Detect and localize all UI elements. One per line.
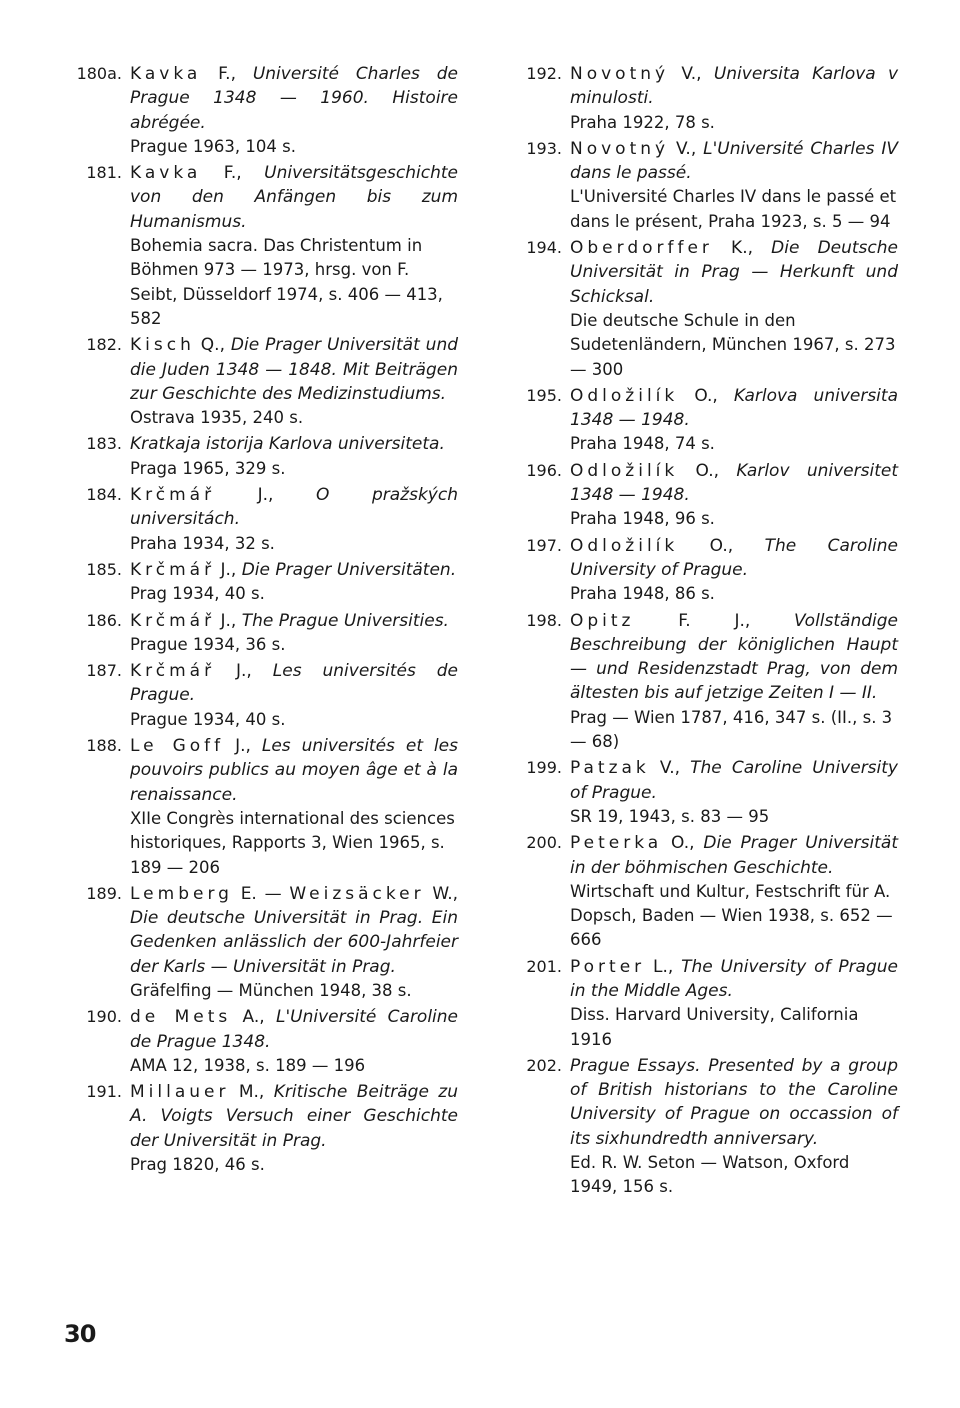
- bibliography-entry: [72, 609, 458, 658]
- entry-number: 191.: [86, 1082, 122, 1102]
- entry-title: Die Prager Universität in der böhmischen Geschichte.: [570, 833, 898, 878]
- entry-number: 201.: [526, 956, 562, 976]
- entry-citation: [570, 831, 898, 880]
- bibliography-entry: [512, 236, 898, 382]
- entry-initials: J.,: [215, 559, 242, 580]
- entry-publication: Praha 1922, 78 s.: [570, 112, 715, 132]
- entry-initials: F.,: [201, 64, 253, 84]
- entry-author: Novotný: [570, 64, 670, 84]
- bibliography-entry: [512, 384, 898, 457]
- entry-number: 180a.: [76, 64, 122, 83]
- entry-citation: [130, 609, 458, 633]
- entry-number: 184.: [86, 485, 122, 505]
- entry-title: Karlova universita 1348 — 1948.: [570, 385, 898, 431]
- entry-title: O pražských universitách.: [130, 485, 458, 530]
- entry-number: 196.: [526, 460, 562, 480]
- entry-title: L'Université Caroline de Prague 1348.: [130, 1007, 459, 1052]
- entry-title: The Prague Universities.: [241, 610, 449, 631]
- entry-author: Lemberg: [130, 883, 233, 904]
- entry-citation: [570, 955, 898, 1004]
- entry-publication: L'Université Charles IV dans le passé et dans le présent, Praha 1923, s. 5 — 94: [570, 187, 897, 231]
- entry-publication: Praha 1948, 74 s.: [570, 434, 715, 454]
- entry-title: Karlov universitet 1348 — 1948.: [570, 460, 898, 506]
- entry-citation: [130, 659, 458, 708]
- entry-citation: [130, 1005, 458, 1054]
- entry-title: The Caroline University of Prague.: [570, 535, 898, 580]
- page-number: 30: [64, 1320, 96, 1348]
- entry-number: 192.: [526, 64, 562, 83]
- entry-citation: [570, 137, 898, 186]
- entry-author: Opitz: [570, 610, 635, 631]
- entry-publication: Praha 1934, 32 s.: [130, 533, 275, 553]
- entry-initials: J.,: [215, 485, 317, 506]
- entry-initials: F.,: [201, 163, 265, 184]
- entry-author: Kavka: [130, 64, 202, 84]
- entry-initials: A.,: [231, 1007, 277, 1028]
- entry-initials: O.,: [662, 833, 704, 854]
- entry-initials: Q.,: [194, 335, 231, 356]
- entry-citation: [130, 734, 458, 807]
- entry-publication: Prag 1934, 40 s.: [130, 584, 265, 604]
- entry-number: 185.: [86, 559, 122, 579]
- entry-coauthor: Weizsäcker: [289, 883, 425, 904]
- bibliography-entry: [72, 1080, 458, 1177]
- left-column: [72, 62, 458, 1179]
- entry-number: 202.: [526, 1055, 562, 1075]
- entry-publication: Wirtschaft und Kultur, Festschrift für A. Dopsch, Baden — Wien 1938, s. 652 — 666: [570, 881, 893, 950]
- bibliography-entry: [72, 659, 458, 732]
- entry-number: 198.: [526, 610, 562, 630]
- bibliography-entry: [72, 734, 458, 880]
- entry-title: Les universités et les pouvoirs publics au moyen âge et à la renaissance.: [130, 736, 458, 805]
- entry-number: 189.: [86, 883, 122, 903]
- entry-number: 193.: [526, 138, 562, 158]
- entry-citation: [130, 432, 458, 456]
- entry-number: 187.: [86, 661, 122, 681]
- entry-initials: M.,: [229, 1082, 274, 1103]
- bibliography-entry: [72, 1005, 458, 1078]
- bibliography-entry: [512, 1054, 898, 1200]
- entry-number: 199.: [526, 758, 562, 778]
- entry-title: L'Université Charles IV dans le passé.: [570, 138, 898, 184]
- entry-initials: L.,: [645, 956, 682, 977]
- entry-number: 182.: [86, 335, 122, 355]
- entry-title: Die Prager Universität und die Juden 1348 — 1848. Mit Beiträgen zur Geschichte des Medizinstudiums.: [130, 335, 459, 404]
- entry-publication: Diss. Harvard University, California 1916: [570, 1005, 859, 1049]
- entry-title: Die deutsche Universität in Prag. Ein Gedenken anlässlich der 600-Jahrfeier der Karls — Universität in Prag.: [130, 908, 458, 977]
- entry-publication: Prag 1820, 46 s.: [130, 1155, 265, 1175]
- entry-publication: Ostrava 1935, 240 s.: [130, 408, 304, 428]
- bibliography-entry: [72, 161, 458, 331]
- entry-publication: Die deutsche Schule in den Sudetenländern, München 1967, s. 273 — 300: [570, 310, 896, 379]
- entry-title: The University of Prague in the Middle Ages.: [570, 956, 899, 1001]
- entry-citation: [570, 534, 898, 583]
- entry-author: Novotný: [570, 138, 670, 159]
- entry-initials: V.,: [649, 758, 691, 779]
- entry-publication: Prague 1963, 104 s.: [130, 136, 296, 156]
- entry-initials: O.,: [678, 535, 765, 556]
- entry-citation: [130, 558, 458, 582]
- entry-initials: O.,: [678, 385, 734, 406]
- entry-initials: O.,: [678, 460, 737, 481]
- entry-citation: [570, 756, 898, 805]
- bibliography-entry: [72, 333, 458, 430]
- entry-title: The Caroline University of Prague.: [570, 758, 898, 803]
- bibliography-entry: [72, 432, 458, 481]
- entry-author: Odložilík: [570, 385, 679, 406]
- entry-author: Krčmář: [130, 610, 216, 631]
- entry-number: 188.: [86, 736, 122, 756]
- entry-citation: [570, 62, 898, 111]
- entry-citation: [570, 236, 898, 309]
- entry-number: 183.: [86, 434, 122, 454]
- bibliography-entry: [512, 756, 898, 829]
- right-column: [512, 62, 898, 1202]
- bibliography-entry: [72, 558, 458, 607]
- entry-author: Millauer: [130, 1082, 230, 1103]
- entry-initials: K.,: [712, 238, 772, 259]
- entry-number: 181.: [86, 163, 122, 183]
- entry-citation: [130, 1080, 458, 1153]
- entry-author: Peterka: [570, 833, 663, 854]
- entry-publication: XIIe Congrès international des sciences historiques, Rapports 3, Wien 1965, s. 189 — 206: [130, 808, 455, 877]
- entry-publication: Praha 1948, 86 s.: [570, 584, 715, 604]
- entry-publication: Ed. R. W. Seton — Watson, Oxford 1949, 156 s.: [570, 1153, 850, 1197]
- entry-author: Kavka: [130, 163, 202, 184]
- bibliography-entry: [512, 62, 898, 135]
- entry-number: 200.: [526, 833, 562, 853]
- entry-initials: V.,: [669, 64, 714, 84]
- entry-initials: V.,: [669, 138, 704, 159]
- entry-initials: J.,: [215, 661, 273, 682]
- entry-publication: Gräfelfing — München 1948, 38 s.: [130, 980, 412, 1000]
- entry-number: 186.: [86, 610, 122, 630]
- entry-publication: Praha 1948, 96 s.: [570, 509, 715, 529]
- entry-author: Krčmář: [130, 661, 216, 682]
- bibliography-entry: [512, 831, 898, 952]
- entry-title: Vollständige Beschreibung der königlichen Haupt — und Residenzstadt Prag, von dem ältesten bis auf jetzige Zeiten I — II.: [570, 610, 898, 704]
- entry-publication: Prague 1934, 36 s.: [130, 634, 286, 654]
- entry-citation: [130, 161, 458, 234]
- entry-citation: [130, 62, 458, 135]
- bibliography-entry: [512, 459, 898, 532]
- entry-number: 195.: [526, 385, 562, 405]
- entry-initials: J.,: [224, 736, 262, 757]
- entry-title: Kritische Beiträge zu A. Voigts Versuch einer Geschichte der Universität in Prag.: [130, 1082, 458, 1151]
- entry-author: Patzak: [570, 758, 650, 779]
- entry-publication: Prag — Wien 1787, 416, 347 s. (II., s. 3 — 68): [570, 707, 893, 752]
- entry-number: 197.: [526, 535, 562, 555]
- entry-initials: E. —: [232, 883, 290, 904]
- entry-publication: Praga 1965, 329 s.: [130, 458, 286, 478]
- entry-author: Le Goff: [130, 736, 225, 757]
- entry-author: Odložilík: [570, 535, 679, 556]
- entry-title: Universitätsgeschichte von den Anfängen bis zum Humanismus.: [130, 163, 458, 232]
- entry-initials: F. J.,: [634, 610, 795, 631]
- entry-title: Universita Karlova v minulosti.: [570, 64, 898, 109]
- entry-number: 190.: [86, 1007, 122, 1027]
- entry-citation: [570, 384, 898, 433]
- bibliography-entry: [72, 483, 458, 556]
- entry-author: Kisch: [130, 335, 195, 356]
- entry-author: de Mets: [130, 1007, 232, 1028]
- entry-title: Die Deutsche Universität in Prag — Herkunft und Schicksal.: [570, 238, 898, 307]
- entry-title: Prague Essays. Presented by a group of British historians to the Caroline University of Prague on occassion of its sixhundredth anniversary.: [570, 1055, 898, 1149]
- entry-author: Krčmář: [130, 485, 216, 506]
- entry-author: Oberdorffer: [570, 238, 713, 259]
- entry-publication: Bohemia sacra. Das Christentum in Böhmen 973 — 1973, hrsg. von F. Seibt, Düsseldorf 1974, s. 406 — 413, 582: [130, 236, 443, 328]
- entry-title: Université Charles de Prague 1348 — 1960. Histoire abrégée.: [130, 64, 458, 133]
- entry-publication: Prague 1934, 40 s.: [130, 709, 286, 729]
- bibliography-entry: [72, 62, 458, 159]
- entry-coauthor-initials: W.,: [424, 883, 458, 904]
- entry-publication: AMA 12, 1938, s. 189 — 196: [130, 1055, 366, 1075]
- entry-citation: [130, 483, 458, 532]
- entry-author: Krčmář: [130, 559, 216, 580]
- entry-author: Odložilík: [570, 460, 679, 481]
- bibliography-entry: [72, 882, 458, 1003]
- entry-citation: [570, 1054, 898, 1151]
- entry-initials: J.,: [215, 610, 242, 631]
- entry-number: 194.: [526, 238, 562, 258]
- bibliography-entry: [512, 955, 898, 1052]
- bibliography-entry: [512, 137, 898, 234]
- entry-citation: [570, 459, 898, 508]
- entry-publication: SR 19, 1943, s. 83 — 95: [570, 806, 770, 826]
- entry-citation: [570, 609, 898, 706]
- entry-citation: [130, 333, 458, 406]
- entry-title: Die Prager Universitäten.: [241, 559, 457, 580]
- entry-title: Les universités de Prague.: [130, 661, 458, 706]
- bibliography-entry: [512, 609, 898, 755]
- entry-author: Porter: [570, 956, 646, 977]
- entry-citation: [130, 882, 458, 979]
- entry-title: Kratkaja istorija Karlova universiteta.: [130, 434, 445, 455]
- bibliography-entry: [512, 534, 898, 607]
